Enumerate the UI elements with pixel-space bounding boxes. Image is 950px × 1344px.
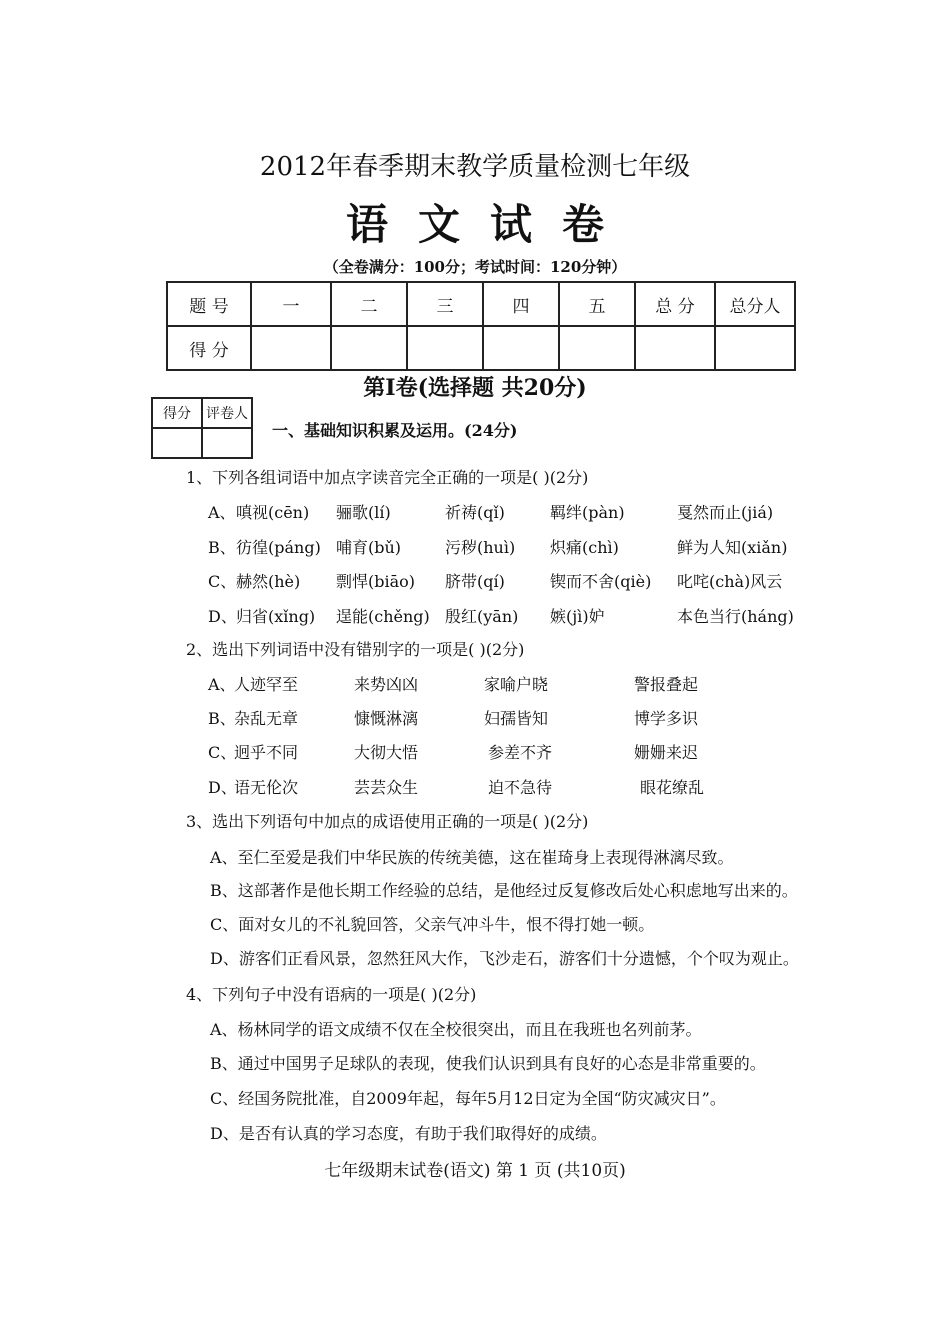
q2-option-a-label: A、	[208, 675, 236, 694]
score-cell: 二	[331, 282, 407, 326]
q2-option-d-item: 语无伦次	[234, 778, 299, 797]
part1-title: 一、基础知识积累及运用。(24分)	[272, 421, 518, 440]
q2-option-a-item: 来势凶凶	[354, 675, 419, 694]
q2-option-c-item: 姗姗来迟	[634, 743, 699, 762]
q1-option-a-item: 羁绊(pàn)	[550, 503, 625, 522]
score-blank[interactable]	[635, 326, 715, 370]
q1-stem: 1、下列各组词语中加点字读音完全正确的一项是( )(2分)	[186, 468, 589, 487]
grader-name-label: 评卷人	[202, 398, 252, 428]
score-table-score-row	[167, 326, 795, 370]
q2-option-d-item: 迫不急待	[488, 778, 553, 797]
q2-option-c-item: 参差不齐	[488, 743, 553, 762]
exam-title-line2: 语文试卷	[345, 200, 634, 249]
q2-option-a-item: 家喻户晓	[484, 675, 549, 694]
score-blank[interactable]	[331, 326, 407, 370]
score-cell: 总 分	[635, 282, 715, 326]
exam-title-line1: 2012年春季期末教学质量检测七年级	[259, 152, 691, 182]
q1-option-b-item: 哺育(bǔ)	[336, 538, 402, 557]
q1-option-a-item: 骊歌(lí)	[336, 503, 391, 522]
q2-option-a-item: 警报叠起	[634, 675, 699, 694]
q1-option-c-item: 剽悍(biāo)	[336, 572, 416, 591]
score-cell: 一	[251, 282, 331, 326]
q1-option-b-item: 炽痛(chì)	[550, 538, 619, 557]
q2-option-c-label: C、	[208, 743, 237, 762]
q4-stem: 4、下列句子中没有语病的一项是( )(2分)	[186, 985, 477, 1004]
exam-info: （全卷满分：100分；考试时间：120分钟）	[323, 258, 627, 276]
q3-option-a: A、至仁至爱是我们中华民族的传统美德，这在崔琦身上表现得淋漓尽致。	[210, 848, 734, 867]
grader-name-blank[interactable]	[202, 428, 252, 458]
q2-option-b-item: 妇孺皆知	[484, 709, 549, 728]
grader-score-label: 得分	[152, 398, 202, 428]
grader-score-blank[interactable]	[152, 428, 202, 458]
q1-option-a-item: 戛然而止(jiá)	[677, 503, 774, 522]
q1-option-d-item: 归省(xǐng)	[236, 607, 316, 626]
q1-option-a-item: 嗔视(cēn)	[236, 503, 310, 522]
section-title: 第Ⅰ卷(选择题 共20分)	[363, 375, 587, 401]
q2-option-c-item: 大彻大悟	[354, 743, 419, 762]
q4-option-d: D、是否有认真的学习态度，有助于我们取得好的成绩。	[210, 1124, 607, 1143]
q2-option-a-item: 人迹罕至	[234, 675, 299, 694]
q2-option-b-item: 博学多识	[634, 709, 699, 728]
q2-option-d-item: 眼花缭乱	[640, 778, 705, 797]
q1-option-c-item: 脐带(qí)	[445, 572, 505, 591]
q2-option-b-label: B、	[208, 709, 236, 728]
q1-option-a-item: 祈祷(qǐ)	[445, 503, 505, 522]
page-footer: 七年级期末试卷(语文) 第 1 页 (共10页)	[324, 1161, 626, 1181]
q1-option-d-item: 嫉(jì)妒	[550, 607, 605, 626]
q4-option-b: B、通过中国男子足球队的表现，使我们认识到具有良好的心态是非常重要的。	[210, 1054, 766, 1073]
q1-option-d-item: 逞能(chěng)	[336, 607, 430, 626]
score-blank[interactable]	[483, 326, 559, 370]
q1-option-c-item: 锲而不舍(qiè)	[550, 572, 652, 591]
score-blank[interactable]	[251, 326, 331, 370]
score-cell: 得 分	[167, 326, 251, 370]
score-table-header-row	[167, 282, 795, 326]
q3-option-c: C、面对女儿的不礼貌回答，父亲气冲斗牛，恨不得打她一顿。	[210, 915, 655, 934]
q3-stem: 3、选出下列语句中加点的成语使用正确的一项是( )(2分)	[186, 812, 589, 831]
q1-option-b-label: B、	[208, 538, 236, 557]
q1-option-c-item: 赫然(hè)	[236, 572, 301, 591]
score-blank[interactable]	[715, 326, 795, 370]
q2-stem: 2、选出下列词语中没有错别字的一项是( )(2分)	[186, 640, 525, 659]
q1-option-b-item: 彷徨(páng)	[236, 538, 321, 557]
score-cell: 五	[559, 282, 635, 326]
q2-option-b-item: 杂乱无章	[234, 709, 299, 728]
q2-option-c-item: 迥乎不同	[234, 743, 299, 762]
score-cell: 四	[483, 282, 559, 326]
q1-option-a-label: A、	[208, 503, 236, 522]
q4-option-a: A、杨林同学的语文成绩不仅在全校很突出，而且在我班也名列前茅。	[210, 1020, 702, 1039]
q1-option-b-item: 污秽(huì)	[445, 538, 516, 557]
q4-option-c: C、经国务院批准，自2009年起，每年5月12日定为全国“防灾减灾日”。	[210, 1089, 726, 1108]
q1-option-d-item: 本色当行(háng)	[677, 607, 794, 626]
grader-box	[151, 397, 253, 459]
score-cell: 题 号	[167, 282, 251, 326]
score-blank[interactable]	[559, 326, 635, 370]
q1-option-c-label: C、	[208, 572, 237, 591]
q2-option-b-item: 慷慨淋漓	[354, 709, 419, 728]
q2-option-d-item: 芸芸众生	[354, 778, 419, 797]
q3-option-b: B、这部著作是他长期工作经验的总结，是他经过反复修改后处心积虑地写出来的。	[210, 881, 798, 900]
score-cell: 三	[407, 282, 483, 326]
score-blank[interactable]	[407, 326, 483, 370]
q1-option-d-item: 殷红(yān)	[445, 607, 519, 626]
q1-option-b-item: 鲜为人知(xiǎn)	[677, 538, 788, 557]
q1-option-c-item: 叱咤(chà)风云	[677, 572, 783, 591]
q2-option-d-label: D、	[208, 778, 237, 797]
q1-option-d-label: D、	[208, 607, 237, 626]
score-table	[166, 281, 796, 371]
score-cell: 总分人	[715, 282, 795, 326]
q3-option-d: D、游客们正看风景，忽然狂风大作，飞沙走石，游客们十分遗憾，个个叹为观止。	[210, 949, 799, 968]
